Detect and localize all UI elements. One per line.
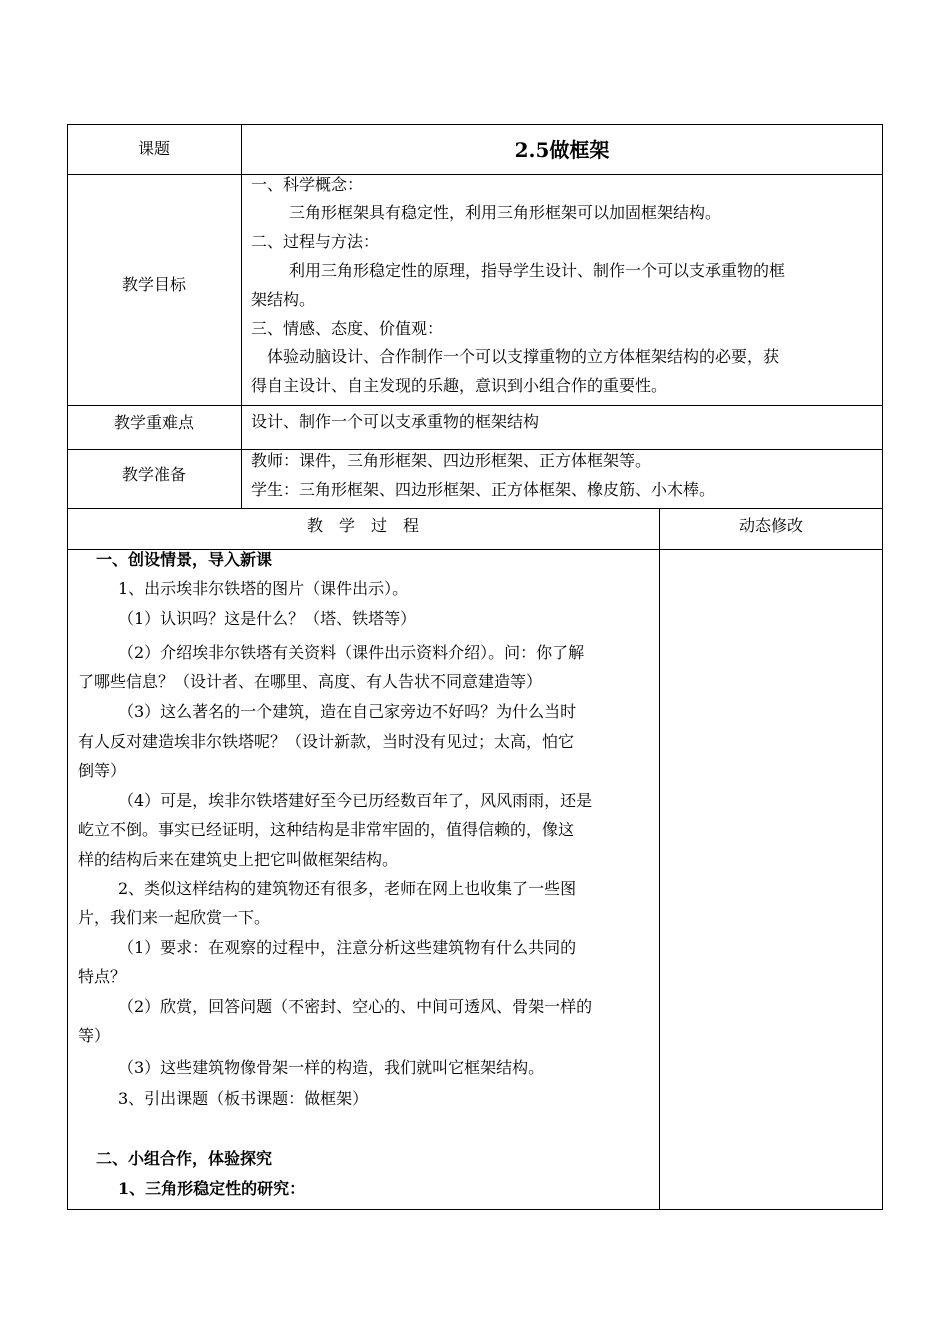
process-line: （1）认识吗？这是什么？（塔、铁塔等） (118, 609, 417, 628)
objective-line: 三、情感、态度、价值观： (251, 319, 444, 338)
objective-line: 体验动脑设计、合作制作一个可以支撑重物的立方体框架结构的必要，获 (267, 347, 780, 366)
objective-line: 利用三角形稳定性的原理，指导学生设计、制作一个可以支承重物的框 (289, 261, 786, 280)
topic-label: 课题 (137, 139, 170, 158)
process-line: 屹立不倒。事实已经证明，这种结构是非常牢固的，值得信赖的，像这 (78, 820, 575, 839)
preparation-student: 学生：三角形框架、四边形框架、正方体框架、橡皮筋、小木棒。 (251, 480, 716, 499)
process-line: （2）欣赏，回答问题（不密封、空心的、中间可透风、骨架一样的 (118, 997, 593, 1016)
row-divider (67, 508, 883, 509)
process-line: 一、创设情景，导入新课 (96, 550, 273, 569)
process-line: 样的结构后来在建筑史上把它叫做框架结构。 (78, 850, 399, 869)
row-divider (67, 405, 883, 406)
objective-line: 得自主设计、自主发现的乐趣，意识到小组合作的重要性。 (251, 376, 668, 395)
process-line: 二、小组合作，体验探究 (96, 1149, 273, 1168)
process-line: 倒等） (78, 761, 127, 780)
objective-line: 架结构。 (251, 290, 316, 309)
row-divider (67, 174, 883, 175)
revision-header: 动态修改 (738, 516, 803, 535)
process-line: 等） (78, 1026, 111, 1045)
column-divider (241, 124, 242, 509)
process-line: （4）可是，埃非尔铁塔建好至今已历经数百年了，风风雨雨，还是 (118, 791, 593, 810)
objective-line: 二、过程与方法： (251, 232, 380, 251)
process-line: （3）这么著名的一个建筑，造在自己家旁边不好吗？为什么当时 (118, 702, 577, 721)
preparation-label: 教学准备 (121, 465, 186, 484)
process-line: 1、三角形稳定性的研究： (118, 1179, 306, 1198)
lesson-title: 2.5做框架 (514, 138, 610, 162)
process-line: （3）这些建筑物像骨架一样的构造，我们就叫它框架结构。 (118, 1058, 545, 1077)
key-points-label: 教学重难点 (113, 413, 194, 432)
preparation-teacher: 教师：课件，三角形框架、四边形框架、正方体框架等。 (251, 451, 652, 470)
process-line: 1、出示埃非尔铁塔的图片（课件出示）。 (118, 579, 409, 598)
process-header: 教 学 过 程 (306, 516, 419, 535)
process-line: （2）介绍埃非尔铁塔有关资料（课件出示资料介绍）。问：你了解 (118, 643, 585, 662)
objective-line: 一、科学概念： (251, 175, 364, 194)
objectives-label: 教学目标 (121, 275, 186, 294)
process-line: 特点？ (78, 967, 127, 986)
process-line: 了哪些信息？（设计者、在哪里、高度、有人告状不同意建造等） (78, 672, 543, 691)
process-line: 2、类似这样结构的建筑物还有很多，老师在网上也收集了一些图 (118, 879, 577, 898)
objective-line: 三角形框架具有稳定性，利用三角形框架可以加固框架结构。 (289, 203, 722, 222)
process-line: （1）要求：在观察的过程中，注意分析这些建筑物有什么共同的 (118, 938, 577, 957)
process-line: 3、引出课题（板书课题：做框架） (118, 1089, 369, 1108)
process-line: 片，我们来一起欣赏一下。 (78, 908, 271, 927)
column-divider (659, 508, 660, 1210)
process-line: 有人反对建造埃非尔铁塔呢？（设计新款，当时没有见过；太高，怕它 (78, 732, 575, 751)
key-points-value: 设计、制作一个可以支承重物的框架结构 (251, 412, 540, 431)
